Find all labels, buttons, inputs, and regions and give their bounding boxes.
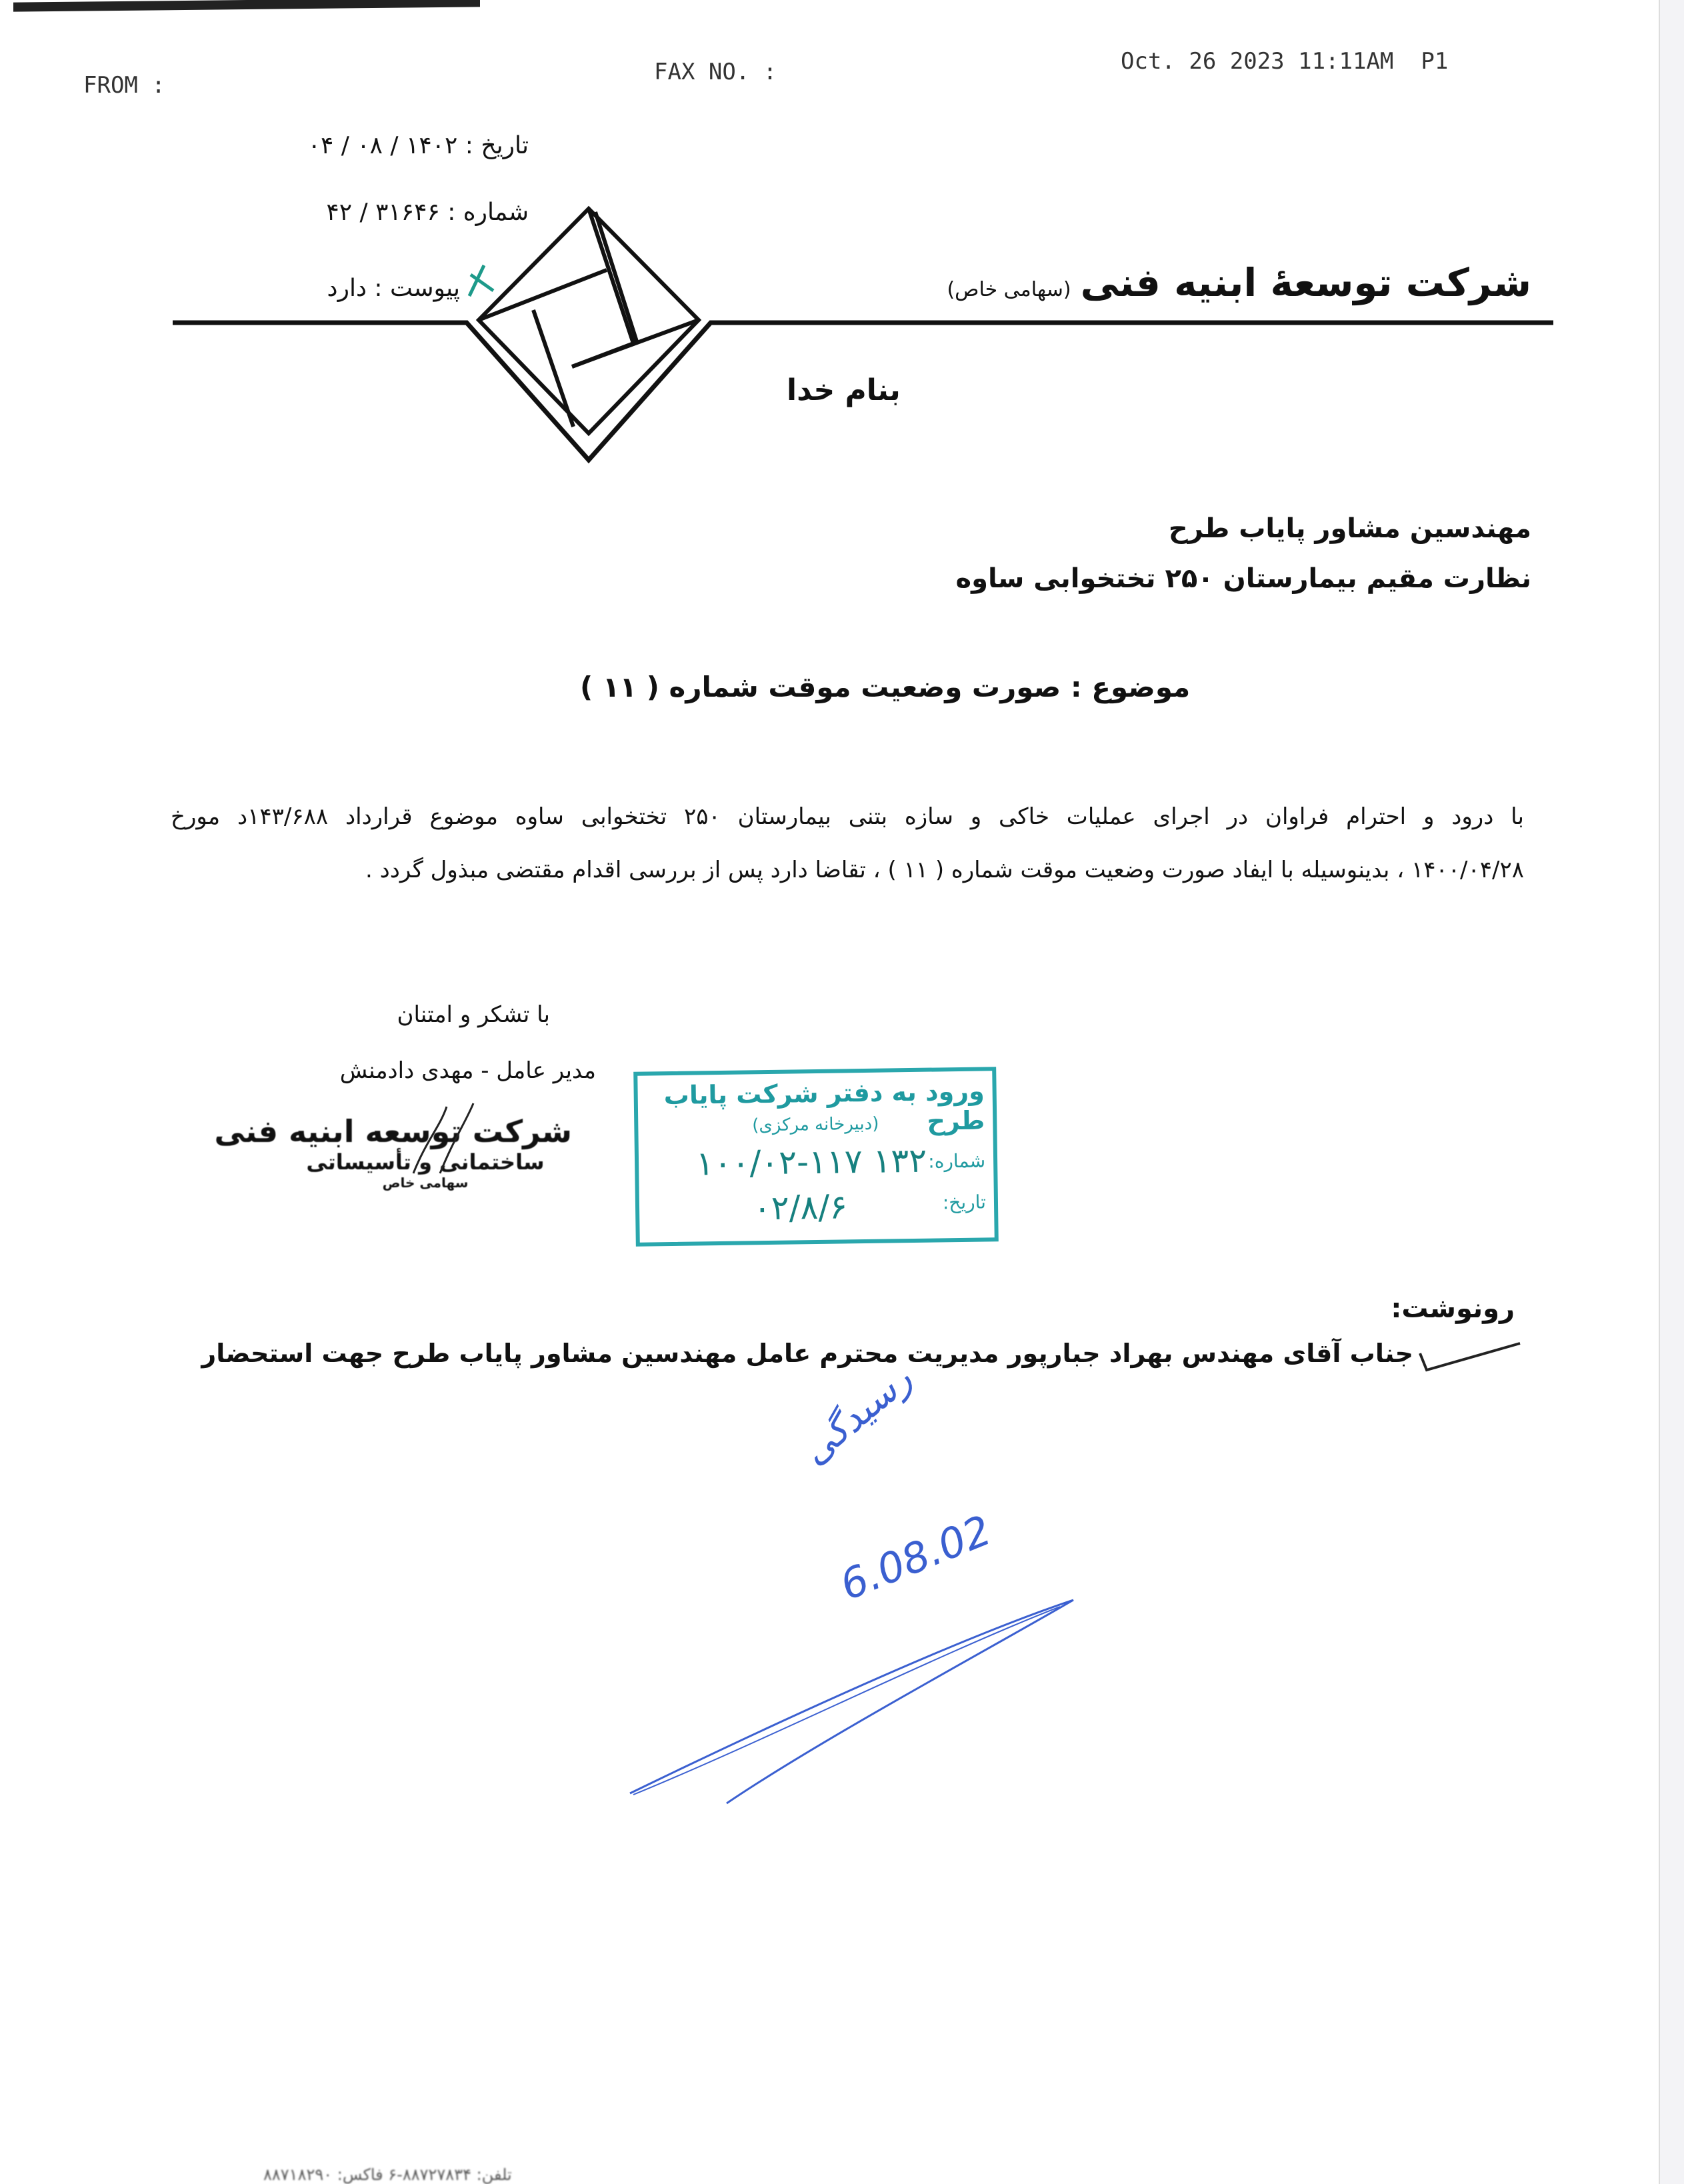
fax-page: P1 — [1421, 48, 1449, 75]
stamp-date-label: تاریخ: — [942, 1191, 987, 1214]
stamp-number-value: ۱۳۲ ۱۰۰/۰۲-۱۱۷ — [695, 1141, 927, 1183]
fax-number-label: FAX NO. : — [654, 59, 777, 85]
letter-attachment: پیوست : دارد — [327, 275, 460, 302]
cc-label: رونوشت: — [1391, 1293, 1515, 1324]
seal-text: شرکت توسعه ابنیه فنی — [214, 1113, 572, 1149]
stamp-date-value: ۰۲/۸/۶ — [753, 1187, 848, 1228]
seal-sub: ساختمانی و تأسیساتی — [306, 1149, 545, 1175]
seal-type: سهامی خاص — [382, 1175, 469, 1191]
recipient-line-1: مهندسین مشاور پایاب طرح — [1168, 513, 1531, 544]
body-line-1: با درود و احترام فراوان در اجرای عملیات خاکی و سازه بتنی بیمارستان ۲۵۰ تختخوابی ساوه موضوع قرارداد ۱۴۳/۶۸۸د مورخ — [171, 803, 1525, 830]
closing-thanks: با تشکر و امتنان — [397, 1001, 550, 1028]
cc-handwritten-tick — [1413, 1340, 1527, 1380]
stamp-title: ورود به دفتر شرکت پایاب طرح — [663, 1076, 985, 1136]
company-type: (سهامی خاص) — [947, 278, 1071, 301]
footer-contact: تلفن: ۸۸۷۲۷۸۳۴-۶ فاکس: ۸۸۷۱۸۲۹۰ — [263, 2165, 512, 2184]
signature-scribble — [400, 1100, 507, 1180]
letter-date: تاریخ : ۱۴۰۲ / ۰۸ / ۰۴ — [307, 132, 529, 159]
fax-time: Oct. 26 2023 11:11AM — [1121, 48, 1394, 75]
letter-subject: موضوع : صورت وضعیت موقت شماره ( ۱۱ ) — [580, 671, 1191, 703]
letter-number: شماره : ۳۱۶۴۶ / ۴۲ — [326, 199, 529, 226]
basmala: بنام خدا — [787, 373, 901, 407]
company-logo-icon — [479, 209, 699, 433]
fax-from-label: FROM : — [83, 72, 165, 99]
stamp-number-label: شماره: — [928, 1149, 986, 1173]
recipient-line-2: نظارت مقیم بیمارستان ۲۵۰ تختخوابی ساوه — [955, 563, 1531, 594]
cc-recipient: جناب آقای مهندس بهراد جبارپور مدیریت محترم عامل مهندسین مشاور پایاب طرح جهت استحضار — [201, 1339, 1413, 1368]
entry-stamp — [633, 1067, 999, 1247]
closing-signatory: مدیر عامل - مهدی دادمنش — [339, 1057, 596, 1084]
handwritten-signature — [620, 1587, 1087, 1813]
company-name-text: شرکت توسعهٔ ابنیه فنی — [1080, 260, 1531, 305]
letterhead-rule-and-logo — [0, 0, 1684, 480]
handwritten-note: رسیدگی — [793, 1357, 921, 1473]
body-line-2: ۱۴۰۰/۰۴/۲۸ ، بدینوسیله با ایفاد صورت وضعیت موقت شماره ( ۱۱ ) ، تقاضا دارد پس از بررسی اقدام مقتضی مبذول گردد . — [365, 857, 1524, 883]
stamp-subtitle: (دبیرخانه مرکزی) — [752, 1113, 879, 1136]
handwritten-date: 6.08.02 — [833, 1505, 998, 1610]
